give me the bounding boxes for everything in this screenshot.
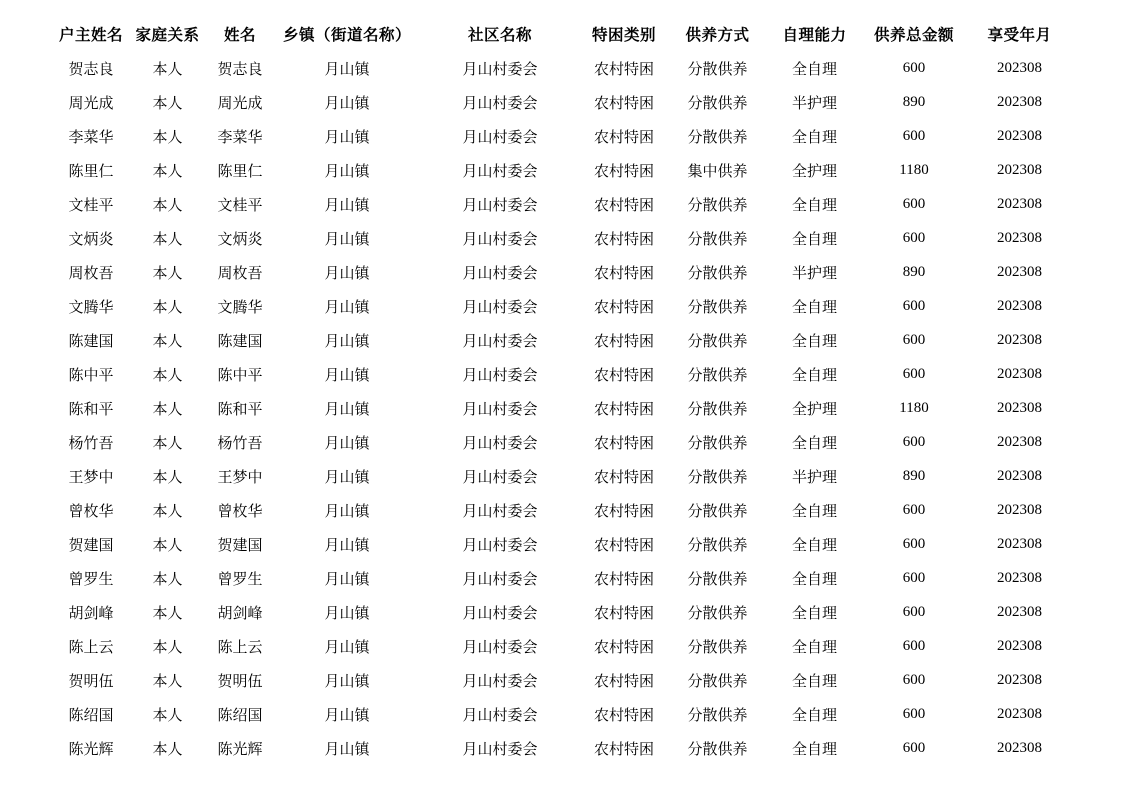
table-row <box>55 187 1075 221</box>
benefit-month-cell: 202308 <box>997 739 1042 756</box>
township-cell: 月山镇 <box>324 161 370 180</box>
self-care-ability-cell: 全自理 <box>791 501 837 520</box>
family-relation-cell: 本人 <box>152 263 183 282</box>
name-cell: 王梦中 <box>217 467 263 486</box>
header-township: 乡镇（街道名称） <box>282 25 411 44</box>
household-head-name-cell: 王梦中 <box>68 467 114 486</box>
self-care-ability-cell: 全自理 <box>791 331 837 350</box>
household-head-name-cell: 贺明伍 <box>68 671 114 690</box>
self-care-ability-cell: 全自理 <box>791 671 837 690</box>
table-row <box>55 255 1075 289</box>
benefit-month-cell: 202308 <box>997 705 1042 722</box>
name-cell: 周光成 <box>217 93 263 112</box>
table-row <box>55 561 1075 595</box>
support-mode-cell: 分散供养 <box>687 603 748 622</box>
benefit-month-cell: 202308 <box>997 331 1042 348</box>
community-cell: 月山村委会 <box>462 93 538 112</box>
household-head-name-cell: 陈和平 <box>68 399 114 418</box>
family-relation-cell: 本人 <box>152 433 183 452</box>
hardship-category-cell: 农村特困 <box>593 93 654 112</box>
benefit-month-cell: 202308 <box>997 365 1042 382</box>
header-self-care-ability: 自理能力 <box>782 25 847 44</box>
support-amount-cell: 600 <box>902 671 926 688</box>
community-cell: 月山村委会 <box>462 59 538 78</box>
household-head-name-cell: 曾枚华 <box>68 501 114 520</box>
household-head-name-cell: 胡剑峰 <box>68 603 114 622</box>
community-cell: 月山村委会 <box>462 739 538 758</box>
family-relation-cell: 本人 <box>152 603 183 622</box>
family-relation-cell: 本人 <box>152 535 183 554</box>
support-mode-cell: 分散供养 <box>687 331 748 350</box>
family-relation-cell: 本人 <box>152 161 183 180</box>
table-row <box>55 595 1075 629</box>
self-care-ability-cell: 全护理 <box>791 161 837 180</box>
hardship-category-cell: 农村特困 <box>593 229 654 248</box>
name-cell: 贺建国 <box>217 535 263 554</box>
name-cell: 胡剑峰 <box>217 603 263 622</box>
community-cell: 月山村委会 <box>462 127 538 146</box>
household-head-name-cell: 陈绍国 <box>68 705 114 724</box>
township-cell: 月山镇 <box>324 365 370 384</box>
township-cell: 月山镇 <box>324 739 370 758</box>
household-head-name-cell: 陈里仁 <box>68 161 114 180</box>
table-row <box>55 493 1075 527</box>
household-head-name-cell: 杨竹吾 <box>68 433 114 452</box>
family-relation-cell: 本人 <box>152 399 183 418</box>
header-community: 社区名称 <box>467 25 532 44</box>
benefit-month-cell: 202308 <box>997 603 1042 620</box>
hardship-category-cell: 农村特困 <box>593 331 654 350</box>
household-head-name-cell: 周枚吾 <box>68 263 114 282</box>
township-cell: 月山镇 <box>324 671 370 690</box>
name-cell: 杨竹吾 <box>217 433 263 452</box>
self-care-ability-cell: 全护理 <box>791 399 837 418</box>
hardship-category-cell: 农村特困 <box>593 637 654 656</box>
support-amount-cell: 1180 <box>899 399 929 416</box>
support-mode-cell: 分散供养 <box>687 127 748 146</box>
support-mode-cell: 分散供养 <box>687 501 748 520</box>
hardship-category-cell: 农村特困 <box>593 263 654 282</box>
township-cell: 月山镇 <box>324 467 370 486</box>
community-cell: 月山村委会 <box>462 195 538 214</box>
township-cell: 月山镇 <box>324 535 370 554</box>
family-relation-cell: 本人 <box>152 365 183 384</box>
family-relation-cell: 本人 <box>152 331 183 350</box>
name-cell: 陈上云 <box>217 637 263 656</box>
community-cell: 月山村委会 <box>462 399 538 418</box>
header-hardship-category: 特困类别 <box>591 25 656 44</box>
table-row <box>55 425 1075 459</box>
support-amount-cell: 600 <box>902 195 926 212</box>
name-cell: 李菜华 <box>217 127 263 146</box>
support-mode-cell: 分散供养 <box>687 739 748 758</box>
benefit-month-cell: 202308 <box>997 195 1042 212</box>
family-relation-cell: 本人 <box>152 229 183 248</box>
community-cell: 月山村委会 <box>462 501 538 520</box>
table-row <box>55 51 1075 85</box>
support-amount-cell: 890 <box>902 93 926 110</box>
township-cell: 月山镇 <box>324 297 370 316</box>
community-cell: 月山村委会 <box>462 603 538 622</box>
support-amount-cell: 600 <box>902 637 926 654</box>
community-cell: 月山村委会 <box>462 331 538 350</box>
name-cell: 陈建国 <box>217 331 263 350</box>
support-mode-cell: 分散供养 <box>687 399 748 418</box>
self-care-ability-cell: 半护理 <box>791 93 837 112</box>
support-amount-cell: 600 <box>902 297 926 314</box>
township-cell: 月山镇 <box>324 263 370 282</box>
benefit-month-cell: 202308 <box>997 569 1042 586</box>
table-row <box>55 629 1075 663</box>
township-cell: 月山镇 <box>324 433 370 452</box>
table-row <box>55 221 1075 255</box>
benefit-month-cell: 202308 <box>997 59 1042 76</box>
header-family-relation: 家庭关系 <box>135 25 200 44</box>
self-care-ability-cell: 全自理 <box>791 127 837 146</box>
self-care-ability-cell: 全自理 <box>791 59 837 78</box>
township-cell: 月山镇 <box>324 331 370 350</box>
hardship-category-cell: 农村特困 <box>593 671 654 690</box>
support-mode-cell: 分散供养 <box>687 59 748 78</box>
name-cell: 周枚吾 <box>217 263 263 282</box>
township-cell: 月山镇 <box>324 637 370 656</box>
support-amount-cell: 600 <box>902 569 926 586</box>
support-amount-cell: 600 <box>902 705 926 722</box>
family-relation-cell: 本人 <box>152 93 183 112</box>
benefit-month-cell: 202308 <box>997 467 1042 484</box>
community-cell: 月山村委会 <box>462 161 538 180</box>
name-cell: 曾枚华 <box>217 501 263 520</box>
township-cell: 月山镇 <box>324 603 370 622</box>
table-row <box>55 527 1075 561</box>
hardship-category-cell: 农村特困 <box>593 467 654 486</box>
name-cell: 陈里仁 <box>217 161 263 180</box>
self-care-ability-cell: 全自理 <box>791 705 837 724</box>
name-cell: 陈和平 <box>217 399 263 418</box>
benefit-month-cell: 202308 <box>997 229 1042 246</box>
household-head-name-cell: 陈上云 <box>68 637 114 656</box>
support-amount-cell: 600 <box>902 229 926 246</box>
family-relation-cell: 本人 <box>152 467 183 486</box>
family-relation-cell: 本人 <box>152 195 183 214</box>
township-cell: 月山镇 <box>324 399 370 418</box>
hardship-category-cell: 农村特困 <box>593 603 654 622</box>
name-cell: 陈光辉 <box>217 739 263 758</box>
support-amount-cell: 600 <box>902 501 926 518</box>
support-amount-cell: 600 <box>902 331 926 348</box>
beneficiary-table <box>55 17 1075 765</box>
community-cell: 月山村委会 <box>462 365 538 384</box>
table-row <box>55 391 1075 425</box>
name-cell: 曾罗生 <box>217 569 263 588</box>
name-cell: 贺明伍 <box>217 671 263 690</box>
household-head-name-cell: 周光成 <box>68 93 114 112</box>
household-head-name-cell: 贺建国 <box>68 535 114 554</box>
support-mode-cell: 分散供养 <box>687 467 748 486</box>
support-amount-cell: 600 <box>902 433 926 450</box>
benefit-month-cell: 202308 <box>997 637 1042 654</box>
benefit-month-cell: 202308 <box>997 93 1042 110</box>
support-amount-cell: 1180 <box>899 161 929 178</box>
township-cell: 月山镇 <box>324 705 370 724</box>
support-mode-cell: 分散供养 <box>687 365 748 384</box>
family-relation-cell: 本人 <box>152 705 183 724</box>
self-care-ability-cell: 全自理 <box>791 569 837 588</box>
hardship-category-cell: 农村特困 <box>593 399 654 418</box>
community-cell: 月山村委会 <box>462 535 538 554</box>
support-mode-cell: 集中供养 <box>687 161 748 180</box>
family-relation-cell: 本人 <box>152 569 183 588</box>
hardship-category-cell: 农村特困 <box>593 59 654 78</box>
support-amount-cell: 600 <box>902 127 926 144</box>
self-care-ability-cell: 全自理 <box>791 229 837 248</box>
support-amount-cell: 890 <box>902 263 926 280</box>
table-row <box>55 119 1075 153</box>
community-cell: 月山村委会 <box>462 467 538 486</box>
household-head-name-cell: 文桂平 <box>68 195 114 214</box>
self-care-ability-cell: 全自理 <box>791 297 837 316</box>
household-head-name-cell: 贺志良 <box>68 59 114 78</box>
hardship-category-cell: 农村特困 <box>593 365 654 384</box>
table-row <box>55 85 1075 119</box>
community-cell: 月山村委会 <box>462 263 538 282</box>
name-cell: 贺志良 <box>217 59 263 78</box>
township-cell: 月山镇 <box>324 195 370 214</box>
benefit-month-cell: 202308 <box>997 127 1042 144</box>
community-cell: 月山村委会 <box>462 297 538 316</box>
household-head-name-cell: 陈光辉 <box>68 739 114 758</box>
township-cell: 月山镇 <box>324 569 370 588</box>
table-body <box>55 51 1075 765</box>
hardship-category-cell: 农村特困 <box>593 501 654 520</box>
support-amount-cell: 600 <box>902 365 926 382</box>
hardship-category-cell: 农村特困 <box>593 739 654 758</box>
benefit-month-cell: 202308 <box>997 263 1042 280</box>
name-cell: 陈绍国 <box>217 705 263 724</box>
household-head-name-cell: 文腾华 <box>68 297 114 316</box>
support-mode-cell: 分散供养 <box>687 93 748 112</box>
self-care-ability-cell: 半护理 <box>791 263 837 282</box>
township-cell: 月山镇 <box>324 501 370 520</box>
table-row <box>55 153 1075 187</box>
header-support-mode: 供养方式 <box>685 25 750 44</box>
household-head-name-cell: 陈中平 <box>68 365 114 384</box>
community-cell: 月山村委会 <box>462 671 538 690</box>
household-head-name-cell: 文炳炎 <box>68 229 114 248</box>
township-cell: 月山镇 <box>324 59 370 78</box>
table-header <box>55 17 1075 51</box>
benefit-month-cell: 202308 <box>997 161 1042 178</box>
support-mode-cell: 分散供养 <box>687 535 748 554</box>
support-amount-cell: 600 <box>902 535 926 552</box>
table-row <box>55 663 1075 697</box>
benefit-month-cell: 202308 <box>997 501 1042 518</box>
support-amount-cell: 600 <box>902 603 926 620</box>
community-cell: 月山村委会 <box>462 433 538 452</box>
self-care-ability-cell: 全自理 <box>791 637 837 656</box>
community-cell: 月山村委会 <box>462 705 538 724</box>
hardship-category-cell: 农村特困 <box>593 297 654 316</box>
table-row <box>55 731 1075 765</box>
support-mode-cell: 分散供养 <box>687 229 748 248</box>
hardship-category-cell: 农村特困 <box>593 127 654 146</box>
self-care-ability-cell: 半护理 <box>791 467 837 486</box>
township-cell: 月山镇 <box>324 229 370 248</box>
hardship-category-cell: 农村特困 <box>593 705 654 724</box>
self-care-ability-cell: 全自理 <box>791 739 837 758</box>
hardship-category-cell: 农村特困 <box>593 195 654 214</box>
header-name: 姓名 <box>223 25 256 44</box>
township-cell: 月山镇 <box>324 93 370 112</box>
support-mode-cell: 分散供养 <box>687 671 748 690</box>
community-cell: 月山村委会 <box>462 229 538 248</box>
household-head-name-cell: 曾罗生 <box>68 569 114 588</box>
family-relation-cell: 本人 <box>152 739 183 758</box>
name-cell: 文炳炎 <box>217 229 263 248</box>
table-row <box>55 459 1075 493</box>
benefit-month-cell: 202308 <box>997 297 1042 314</box>
household-head-name-cell: 陈建国 <box>68 331 114 350</box>
family-relation-cell: 本人 <box>152 127 183 146</box>
family-relation-cell: 本人 <box>152 59 183 78</box>
header-support-amount: 供养总金额 <box>873 25 954 44</box>
benefit-month-cell: 202308 <box>997 535 1042 552</box>
household-head-name-cell: 李菜华 <box>68 127 114 146</box>
family-relation-cell: 本人 <box>152 671 183 690</box>
hardship-category-cell: 农村特困 <box>593 161 654 180</box>
name-cell: 文桂平 <box>217 195 263 214</box>
self-care-ability-cell: 全自理 <box>791 433 837 452</box>
self-care-ability-cell: 全自理 <box>791 195 837 214</box>
support-amount-cell: 890 <box>902 467 926 484</box>
support-mode-cell: 分散供养 <box>687 705 748 724</box>
table-row <box>55 323 1075 357</box>
hardship-category-cell: 农村特困 <box>593 535 654 554</box>
support-amount-cell: 600 <box>902 739 926 756</box>
support-mode-cell: 分散供养 <box>687 433 748 452</box>
support-amount-cell: 600 <box>902 59 926 76</box>
support-mode-cell: 分散供养 <box>687 297 748 316</box>
self-care-ability-cell: 全自理 <box>791 365 837 384</box>
family-relation-cell: 本人 <box>152 297 183 316</box>
table-row <box>55 289 1075 323</box>
family-relation-cell: 本人 <box>152 501 183 520</box>
township-cell: 月山镇 <box>324 127 370 146</box>
community-cell: 月山村委会 <box>462 637 538 656</box>
header-household-head-name: 户主姓名 <box>58 25 123 44</box>
name-cell: 文腾华 <box>217 297 263 316</box>
support-mode-cell: 分散供养 <box>687 263 748 282</box>
hardship-category-cell: 农村特困 <box>593 569 654 588</box>
benefit-month-cell: 202308 <box>997 433 1042 450</box>
support-mode-cell: 分散供养 <box>687 195 748 214</box>
header-row <box>55 17 1075 51</box>
support-mode-cell: 分散供养 <box>687 637 748 656</box>
hardship-category-cell: 农村特困 <box>593 433 654 452</box>
name-cell: 陈中平 <box>217 365 263 384</box>
benefit-month-cell: 202308 <box>997 399 1042 416</box>
benefit-month-cell: 202308 <box>997 671 1042 688</box>
community-cell: 月山村委会 <box>462 569 538 588</box>
family-relation-cell: 本人 <box>152 637 183 656</box>
table-row <box>55 697 1075 731</box>
table-row <box>55 357 1075 391</box>
header-benefit-month: 享受年月 <box>987 25 1052 44</box>
support-mode-cell: 分散供养 <box>687 569 748 588</box>
self-care-ability-cell: 全自理 <box>791 603 837 622</box>
self-care-ability-cell: 全自理 <box>791 535 837 554</box>
